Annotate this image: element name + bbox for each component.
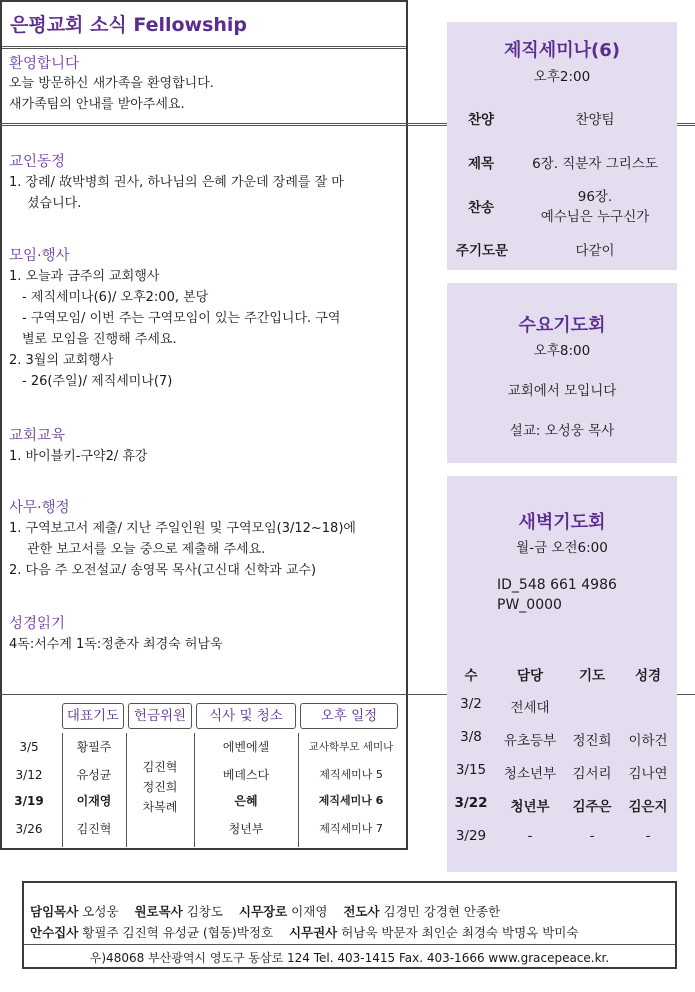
dawn-cell: 3/22	[454, 795, 488, 811]
dawn-cell: 김주은	[572, 799, 612, 815]
dawn-cell: 3/2	[460, 696, 482, 712]
staff-names: 허남욱 박문자 최인순 최경숙 박명옥 박미숙	[341, 925, 579, 940]
news-header	[2, 2, 406, 49]
wednesday-title: 수요기도회	[518, 315, 606, 336]
staff-row	[30, 923, 578, 941]
admin-line: 관한 보고서를 오늘 중으로 제출해 주세요.	[27, 542, 266, 557]
seminar-value: 96장.	[577, 189, 613, 205]
offering-member: 정진희	[142, 780, 178, 794]
staff-names: 황필주 김진혁 유성균 (협동)박정호	[82, 925, 274, 940]
dawn-title: 새벽기도회	[518, 512, 606, 533]
wednesday-time: 오후8:00	[533, 343, 591, 359]
meetings-line: 2. 3월의 교회행사	[9, 353, 114, 368]
dawn-cell: 3/15	[455, 762, 487, 778]
seminar-title: 제직세미나(6)	[504, 40, 620, 61]
offering-member: 차복례	[142, 800, 178, 814]
seminar-label: 주기도문	[455, 243, 509, 259]
schedule-header: 오후 일정	[300, 703, 398, 729]
dawn-time: 월-금 오전6:00	[516, 540, 608, 556]
meetings-line: - 구역모임/ 이번 주는 구역모임이 있는 주간입니다. 구역	[22, 311, 341, 326]
dawn-cell: 정진희	[572, 733, 612, 749]
staff-role: 전도사	[343, 904, 380, 919]
meetings-text	[9, 266, 397, 392]
staff-row	[30, 902, 500, 920]
afternoon-event: 제직세미나 6	[318, 794, 384, 807]
afternoon-event: 교사학부모 세미나	[308, 741, 394, 753]
welcome-title: 환영합니다	[9, 56, 80, 72]
church-news-text	[9, 172, 397, 214]
seminar-value: 찬양팀	[575, 112, 615, 128]
prayer-leader: 황필주	[76, 740, 112, 754]
schedule-header: 대표기도	[62, 703, 124, 729]
dawn-header: 성경	[634, 668, 662, 684]
staff-role: 시무권사	[288, 925, 338, 940]
dawn-id: ID_548 661 4986	[497, 577, 617, 593]
seminar-value: 다같이	[575, 243, 615, 259]
news-title: 은평교회 소식 Fellowship	[10, 14, 248, 36]
meetings-line: - 26(주일)/ 제직세미나(7)	[22, 374, 173, 389]
meal-group: 베데스다	[222, 768, 270, 782]
welcome-text	[9, 73, 397, 115]
staff-role: 시무장로	[238, 904, 288, 919]
dawn-header: 담당	[516, 668, 544, 684]
meetings-line: 별로 모임을 진행해 주세요.	[22, 332, 177, 347]
staff-footer	[22, 881, 677, 969]
offering-member: 김진혁	[142, 760, 178, 774]
church-address: 우)48068 부산광역시 영도구 동삼로 124 Tel. 403-1415 Fax. 403-1666 www.gracepeace.kr.	[89, 951, 610, 965]
afternoon-event: 제직세미나 7	[319, 822, 383, 835]
wednesday-location: 교회에서 모입니다	[507, 383, 617, 399]
dawn-cell: 3/29	[455, 828, 487, 844]
schedule-date: 3/12	[15, 768, 43, 782]
education-title: 교회교육	[9, 428, 66, 444]
dawn-cell: -	[589, 828, 595, 844]
welcome-line: 오늘 방문하신 새가족을 환영합니다.	[9, 76, 214, 91]
staff-role: 원로목사	[134, 904, 183, 919]
prayer-leader: 이재영	[76, 794, 112, 808]
education-text	[9, 446, 397, 467]
church-news-line: 1. 장례/ 故박병희 권사, 하나님의 은혜 가운데 장례를 잘 마	[9, 175, 344, 190]
dawn-cell: 유초등부	[503, 733, 557, 749]
church-news-line: 셨습니다.	[27, 196, 82, 211]
dawn-pw: PW_0000	[497, 597, 562, 613]
education-line: 1. 바이블키-구약2/ 휴강	[9, 449, 148, 464]
seminar-panel	[447, 22, 677, 270]
bible-reading-line: 4독:서수계 1독:정춘자 최경숙 허남욱	[9, 637, 223, 652]
admin-title: 사무·행정	[9, 500, 70, 516]
dawn-cell: 이하건	[628, 733, 668, 749]
dawn-cell: 김나연	[628, 766, 668, 782]
meetings-title: 모임·행사	[9, 248, 70, 264]
dawn-cell: 김은지	[628, 799, 668, 815]
prayer-leader: 유성균	[76, 768, 112, 782]
dawn-cell: 청소년부	[503, 766, 557, 782]
staff-names: 오성웅	[82, 904, 119, 919]
staff-role: 담임목사	[30, 904, 79, 919]
staff-role: 안수집사	[30, 925, 79, 940]
dawn-cell: 전세대	[510, 700, 550, 716]
bible-reading-text	[9, 634, 397, 655]
bible-reading-title: 성경읽기	[9, 616, 66, 632]
footer-divider	[24, 944, 675, 945]
meal-group: 은혜	[234, 794, 258, 808]
schedule-header: 헌금위원	[128, 703, 192, 729]
welcome-line: 새가족팀의 안내를 받아주세요.	[9, 97, 185, 112]
seminar-label: 찬송	[467, 200, 495, 216]
schedule-header: 식사 및 청소	[196, 703, 296, 729]
seminar-label: 제목	[467, 156, 495, 172]
admin-line: 2. 다음 주 오전설교/ 송영목 목사(고신대 신학과 교수)	[9, 563, 317, 578]
wednesday-panel	[447, 283, 677, 463]
staff-names: 김창도	[186, 904, 223, 919]
prayer-leader: 김진혁	[76, 822, 112, 836]
admin-line: 1. 구역보고서 제출/ 지난 주일인원 및 구역모임(3/12~18)에	[9, 521, 356, 536]
meal-group: 에벤에셀	[222, 740, 270, 754]
schedule-date: 3/19	[14, 794, 44, 808]
seminar-time: 오후2:00	[533, 69, 591, 85]
seminar-value: 6장. 직분자 그리스도	[532, 156, 658, 172]
meetings-line: - 제직세미나(6)/ 오후2:00, 본당	[22, 290, 209, 305]
dawn-cell: 김서리	[572, 766, 612, 782]
dawn-cell: -	[645, 828, 651, 844]
seminar-value: 예수님은 누구신가	[540, 209, 650, 225]
church-news-title: 교인동정	[9, 154, 66, 170]
dawn-header: 기도	[578, 668, 606, 684]
dawn-cell: 3/8	[460, 729, 482, 745]
wednesday-preacher: 설교: 오성웅 목사	[509, 423, 615, 439]
dawn-cell: -	[527, 828, 533, 844]
meal-group: 청년부	[228, 822, 264, 836]
dawn-cell: 청년부	[510, 799, 550, 815]
dawn-panel	[447, 476, 677, 872]
staff-names: 이재영	[291, 904, 328, 919]
schedule-date: 3/26	[15, 822, 43, 836]
seminar-label: 찬양	[467, 112, 495, 128]
schedule-date: 3/5	[19, 740, 39, 754]
dawn-header: 수	[464, 668, 478, 684]
meetings-line: 1. 오늘과 금주의 교회행사	[9, 269, 160, 284]
admin-text	[9, 518, 397, 581]
afternoon-event: 제직세미나 5	[319, 768, 383, 781]
staff-names: 김경민 강경현 안종한	[383, 904, 501, 919]
